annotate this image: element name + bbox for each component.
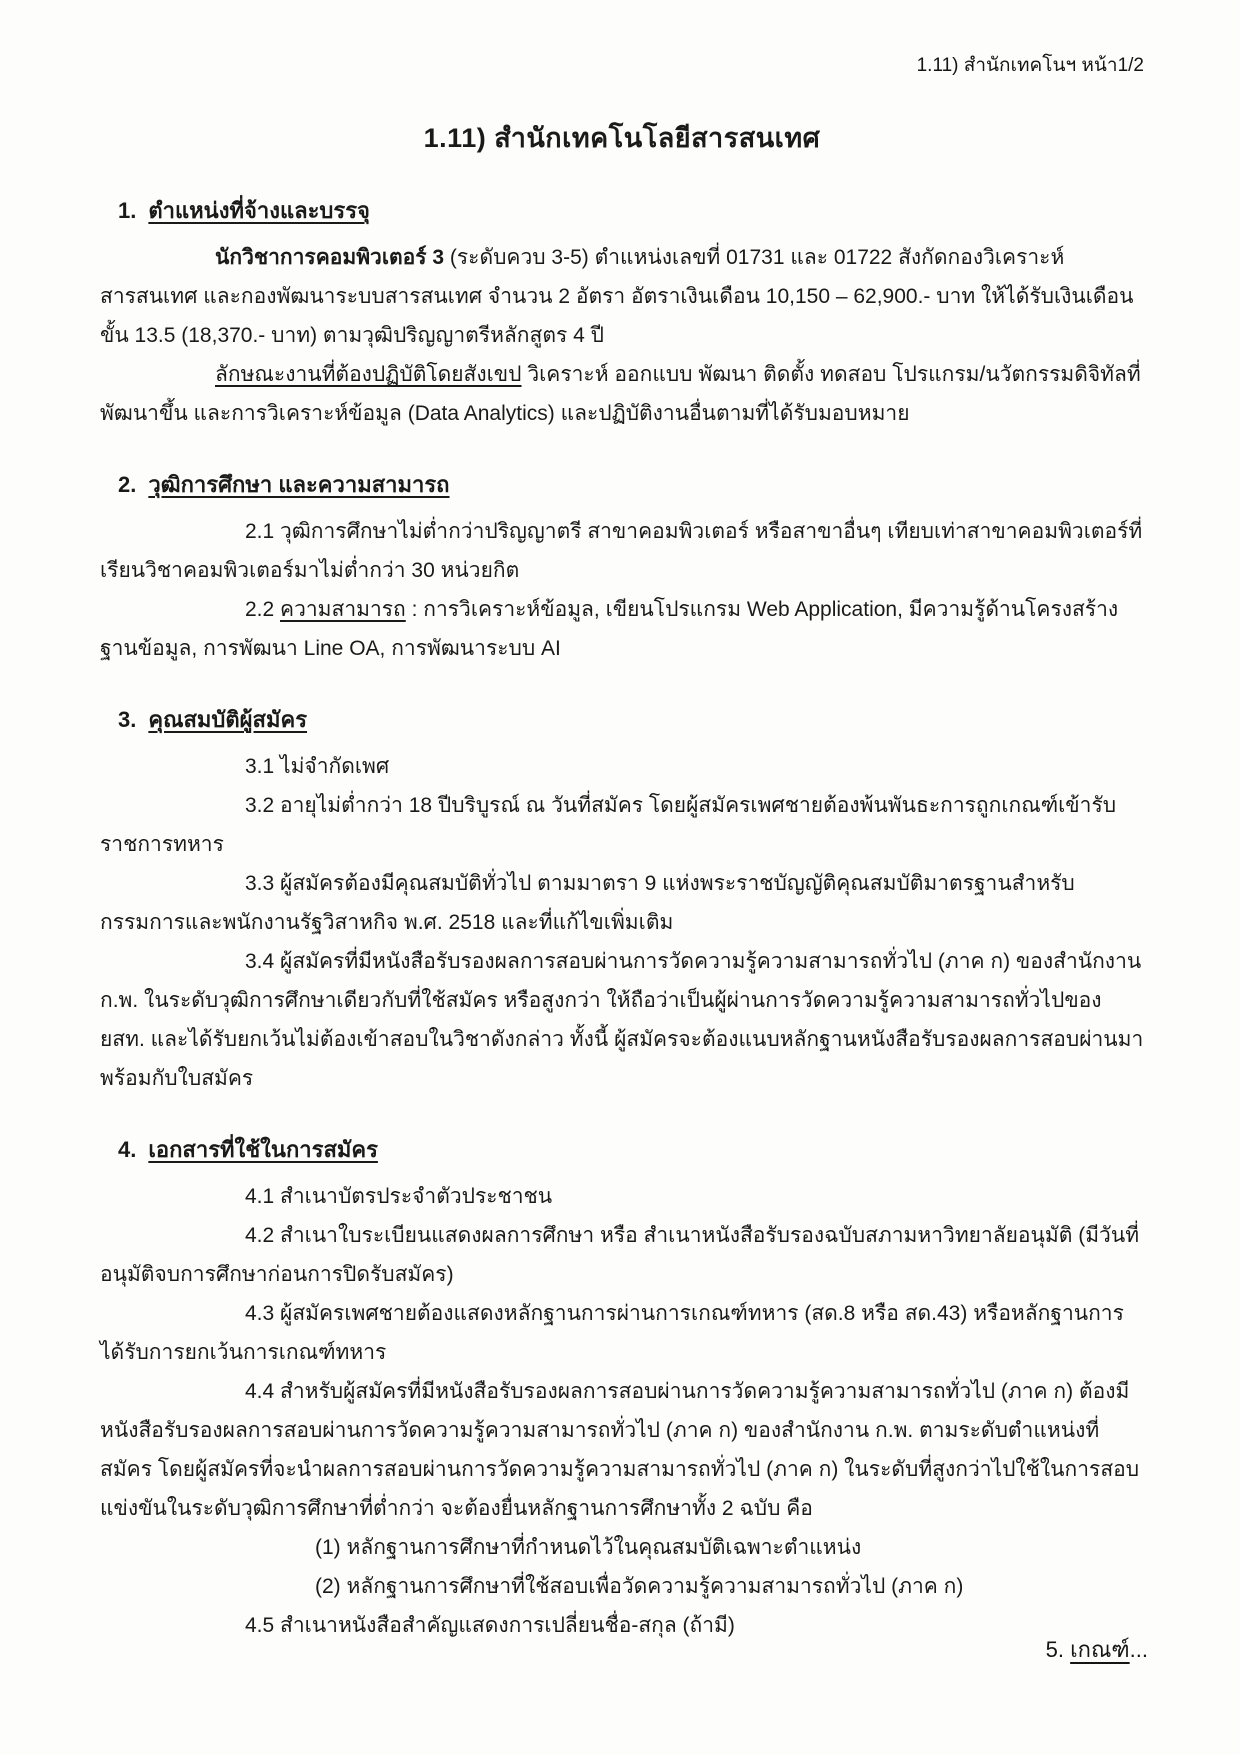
- job-description-paragraph: [100, 355, 1144, 433]
- section-position-and-appointment: [100, 193, 1144, 433]
- education-item-2-2: [100, 590, 1144, 668]
- qualification-item-3-3: 3.3 ผู้สมัครต้องมีคุณสมบัติทั่วไป ตามมาตรา 9 แห่งพระราชบัญญัติคุณสมบัติมาตรฐานสำหรับกรรมการและพนักงานรัฐวิสาหกิจ พ.ศ. 2518 และที่แก้ไขเพิ่มเติม: [100, 872, 1075, 934]
- section3-number: 3.: [118, 707, 137, 732]
- item-2-2-number: 2.2: [245, 598, 281, 621]
- education-item-2-1: 2.1 วุฒิการศึกษาไม่ต่ำกว่าปริญญาตรี สาขาคอมพิวเตอร์ หรือสาขาอื่นๆ เทียบเท่าสาขาคอมพิวเตอร์ที่เรียนวิชาคอมพิวเตอร์มาไม่ต่ำกว่า 30 หน่วยกิต: [100, 520, 1143, 582]
- section3-title: คุณสมบัติผู้สมัคร: [148, 707, 308, 732]
- document-subitem-2: (2) หลักฐานการศึกษาที่ใช้สอบเพื่อวัดความรู้ความสามารถทั่วไป (ภาค ก): [315, 1575, 964, 1598]
- document-item-4-3: 4.3 ผู้สมัครเพศชายต้องแสดงหลักฐานการผ่านการเกณฑ์ทหาร (สด.8 หรือ สด.43) หรือหลักฐานการได้รับการยกเว้นการเกณฑ์ทหาร: [100, 1302, 1124, 1364]
- skills-label: ความสามารถ: [280, 598, 406, 621]
- document-item-4-4: 4.4 สำหรับผู้สมัครที่มีหนังสือรับรองผลการสอบผ่านการวัดความรู้ความสามารถทั่วไป (ภาค ก) ต้องมีหนังสือรับรองผลการสอบผ่านการวัดความรู้ความสามารถทั่วไป (ภาค ก) ของสำนักงาน ก.พ. ตามระดับตำแหน่งที่สมัคร โดยผู้สมัครที่จะนำผลการสอบผ่านการวัดความรู้ความสามารถทั่วไป (ภาค ก) ในระดับที่สูงกว่าไปใช้ในการสอบแข่งขันในระดับวุฒิการศึกษาที่ต่ำกว่า จะต้องยื่นหลักฐานการศึกษาทั้ง 2 ฉบับ คือ: [100, 1380, 1140, 1520]
- page-header: [100, 0, 1144, 80]
- section4-heading: [118, 1132, 1144, 1167]
- page-continuation-marker: [1046, 1632, 1148, 1667]
- page-content: [100, 0, 1144, 1645]
- document-subitem-1: (1) หลักฐานการศึกษาที่กำหนดไว้ในคุณสมบัติเฉพาะตำแหน่ง: [315, 1536, 862, 1559]
- section-applicant-qualifications: [100, 702, 1144, 1098]
- position-paragraph: [100, 238, 1144, 355]
- qualification-item-3-4: 3.4 ผู้สมัครที่มีหนังสือรับรองผลการสอบผ่านการวัดความรู้ความสามารถทั่วไป (ภาค ก) ของสำนักงาน ก.พ. ในระดับวุฒิการศึกษาเดียวกับที่ใช้สมัคร หรือสูงกว่า ให้ถือว่าเป็นผู้ผ่านการวัดความรู้ความสามารถทั่วไปของ ยสท. และได้รับยกเว้นไม่ต้องเข้าสอบในวิชาดังกล่าว ทั้งนี้ ผู้สมัครจะต้องแนบหลักฐานหนังสือรับรองผลการสอบผ่านมาพร้อมกับใบสมัคร: [100, 950, 1144, 1090]
- job-description-label: ลักษณะงานที่ต้องปฏิบัติโดยสังเขป: [215, 363, 522, 386]
- document-item-4-1: 4.1 สำเนาบัตรประจำตัวประชาชน: [245, 1185, 553, 1208]
- section-education-and-skills: [100, 467, 1144, 668]
- section1-number: 1.: [118, 198, 137, 223]
- qualification-item-3-2: 3.2 อายุไม่ต่ำกว่า 18 ปีบริบูรณ์ ณ วันที่สมัคร โดยผู้สมัครเพศชายต้องพ้นพันธะการถูกเกณฑ์เข้ารับราชการทหาร: [100, 794, 1117, 856]
- document-item-4-2: 4.2 สำเนาใบระเบียนแสดงผลการศึกษา หรือ สำเนาหนังสือรับรองฉบับสภามหาวิทยาลัยอนุมัติ (มีวันที่อนุมัติจบการศึกษาก่อนการปิดรับสมัคร): [100, 1224, 1140, 1286]
- section2-heading: [118, 467, 1144, 502]
- document-item-4-5: 4.5 สำเนาหนังสือสำคัญแสดงการเปลี่ยนชื่อ-สกุล (ถ้ามี): [245, 1614, 735, 1637]
- section2-number: 2.: [118, 472, 137, 497]
- section-application-documents: [100, 1132, 1144, 1645]
- section1-title: ตำแหน่งที่จ้างและบรรจุ: [148, 198, 370, 223]
- section2-title: วุฒิการศึกษา และความสามารถ: [148, 472, 450, 497]
- page-ref: 1.11) สำนักเทคโนฯ หน้า1/2: [916, 55, 1144, 76]
- section3-heading: [118, 702, 1144, 737]
- document-title: 1.11) สำนักเทคโนโลยีสารสนเทศ: [423, 123, 821, 153]
- skills-list: : การวิเคราะห์ข้อมูล, เขียนโปรแกรม Web Application, มีความรู้ด้านโครงสร้างฐานข้อมูล, การพัฒนา Line OA, การพัฒนาระบบ AI: [100, 598, 1119, 660]
- job-description-text: วิเคราะห์ ออกแบบ พัฒนา ติดตั้ง ทดสอบ โปรแกรม/นวัตกรรมดิจิทัลที่พัฒนาขึ้น และการวิเคราะห์ข้อมูล (Data Analytics) และปฏิบัติงานอื่นตามที่ได้รับมอบหมาย: [100, 363, 1141, 425]
- section4-number: 4.: [118, 1137, 137, 1162]
- section4-title: เอกสารที่ใช้ในการสมัคร: [148, 1137, 378, 1162]
- position-name: นักวิชาการคอมพิวเตอร์ 3: [215, 246, 445, 269]
- continuation-prefix: 5.: [1045, 1637, 1071, 1662]
- continuation-ellipsis: ...: [1129, 1637, 1148, 1662]
- section1-heading: [118, 193, 1144, 228]
- continuation-word: เกณฑ์: [1070, 1637, 1130, 1662]
- position-details: (ระดับควบ 3-5) ตำแหน่งเลขที่ 01731 และ 01722 สังกัดกองวิเคราะห์สารสนเทศ และกองพัฒนาระบบสารสนเทศ จำนวน 2 อัตรา อัตราเงินเดือน 10,150 – 62,900.- บาท ให้ได้รับเงินเดือน ขั้น 13.5 (18,370.- บาท) ตามวุฒิปริญญาตรีหลักสูตร 4 ปี: [100, 246, 1134, 347]
- qualification-item-3-1: 3.1 ไม่จำกัดเพศ: [245, 755, 390, 778]
